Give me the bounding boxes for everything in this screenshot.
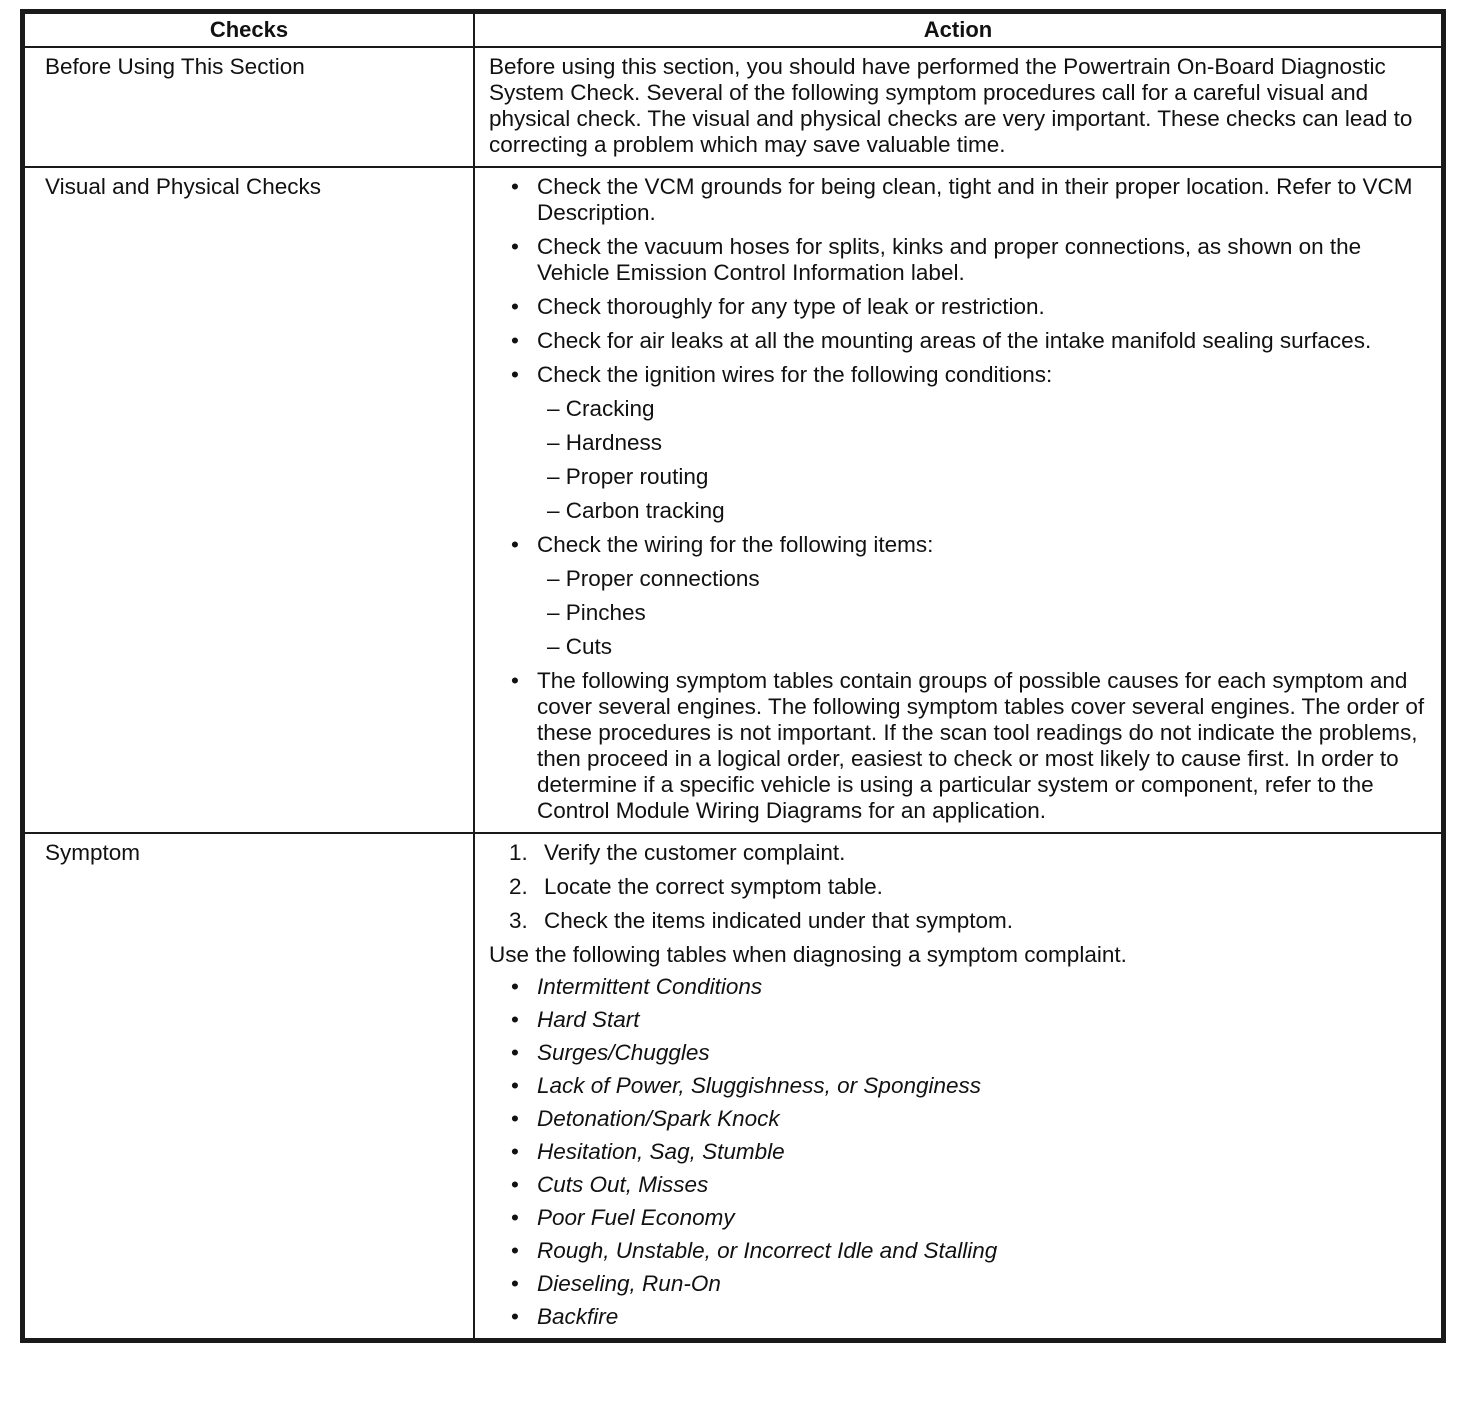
header-row — [24, 13, 1442, 47]
step-number: 2. — [509, 874, 528, 899]
list-item: • Check the vacuum hoses for splits, kinks and proper connections, as shown on the Vehicle Emission Control Information label. — [507, 234, 1431, 286]
symptom-table-item: • Backfire — [507, 1304, 1431, 1330]
use-tables-line: Use the following tables when diagnosing a symptom complaint. — [489, 942, 1127, 967]
sub-list-item: – Cracking — [547, 396, 1431, 422]
list-item-wiring — [507, 532, 1431, 660]
action-before-using — [474, 47, 1442, 167]
action-visual-physical — [474, 167, 1442, 833]
list-item-ignition-wires — [507, 362, 1431, 524]
sub-list-item: – Hardness — [547, 430, 1431, 456]
step-item — [509, 874, 1431, 900]
sub-list-item: – Proper connections — [547, 566, 1431, 592]
symptom-table-item: • Surges/Chuggles — [507, 1040, 1431, 1066]
list-item: • Check for air leaks at all the mounting areas of the intake manifold sealing surfaces. — [507, 328, 1431, 354]
list-item: • The following symptom tables contain groups of possible causes for each symptom and cover several engines. The following symptom tables cover several engines. The order of these procedures is not important. If the scan tool readings do not indicate the problems, then proceed in a logical order, easiest to check or most likely to cause first. In order to determine if a specific vehicle is using a particular system or component, refer to the Control Module Wiring Diagrams for an application. — [507, 668, 1431, 824]
list-item: • Check the VCM grounds for being clean, tight and in their proper location. Refer to VCM Description. — [507, 174, 1431, 226]
step-text: Locate the correct symptom table. — [544, 874, 883, 899]
ignition-wires-text: Check the ignition wires for the following conditions: — [537, 362, 1053, 387]
sub-list-item: – Carbon tracking — [547, 498, 1431, 524]
symptom-table-item: • Hard Start — [507, 1007, 1431, 1033]
action-symptom — [474, 833, 1442, 1339]
visual-checks-list — [489, 174, 1431, 824]
ignition-conditions-list — [537, 396, 1431, 524]
sub-list-item: – Cuts — [547, 634, 1431, 660]
step-number: 3. — [509, 908, 528, 933]
step-item — [509, 908, 1431, 934]
list-item: • Check thoroughly for any type of leak or restriction. — [507, 294, 1431, 320]
step-text: Check the items indicated under that symptom. — [544, 908, 1013, 933]
check-visual-physical: Visual and Physical Checks — [24, 167, 474, 833]
symptom-table-item: • Rough, Unstable, or Incorrect Idle and Stalling — [507, 1238, 1431, 1264]
table-row — [24, 47, 1442, 167]
before-using-paragraph: Before using this section, you should have performed the Powertrain On-Board Diagnostic System Check. Several of the following symptom procedures call for a careful visual and physical check. The visual and physical checks are very important. These checks can lead to correcting a problem which may save valuable time. — [489, 54, 1413, 157]
step-item — [509, 840, 1431, 866]
symptom-table-item: • Cuts Out, Misses — [507, 1172, 1431, 1198]
header-action: Action — [474, 13, 1442, 47]
table-row — [24, 833, 1442, 1339]
checks-table — [23, 12, 1443, 1340]
header-checks: Checks — [24, 13, 474, 47]
symptom-table-item: • Poor Fuel Economy — [507, 1205, 1431, 1231]
symptom-table-item: • Lack of Power, Sluggishness, or Sponginess — [507, 1073, 1431, 1099]
check-before-using: Before Using This Section — [24, 47, 474, 167]
wiring-items-list — [537, 566, 1431, 660]
sub-list-item: – Proper routing — [547, 464, 1431, 490]
wiring-text: Check the wiring for the following items: — [537, 532, 934, 557]
symptom-table-item: • Detonation/Spark Knock — [507, 1106, 1431, 1132]
symptom-steps-list — [489, 840, 1431, 934]
symptom-table-item: • Hesitation, Sag, Stumble — [507, 1139, 1431, 1165]
symptom-table-item: • Dieseling, Run-On — [507, 1271, 1431, 1297]
symptom-tables-list — [489, 974, 1431, 1330]
check-symptom: Symptom — [24, 833, 474, 1339]
diagnostic-checks-table — [20, 9, 1446, 1343]
step-text: Verify the customer complaint. — [544, 840, 846, 865]
step-number: 1. — [509, 840, 528, 865]
symptom-table-item: • Intermittent Conditions — [507, 974, 1431, 1000]
sub-list-item: – Pinches — [547, 600, 1431, 626]
table-row — [24, 167, 1442, 833]
